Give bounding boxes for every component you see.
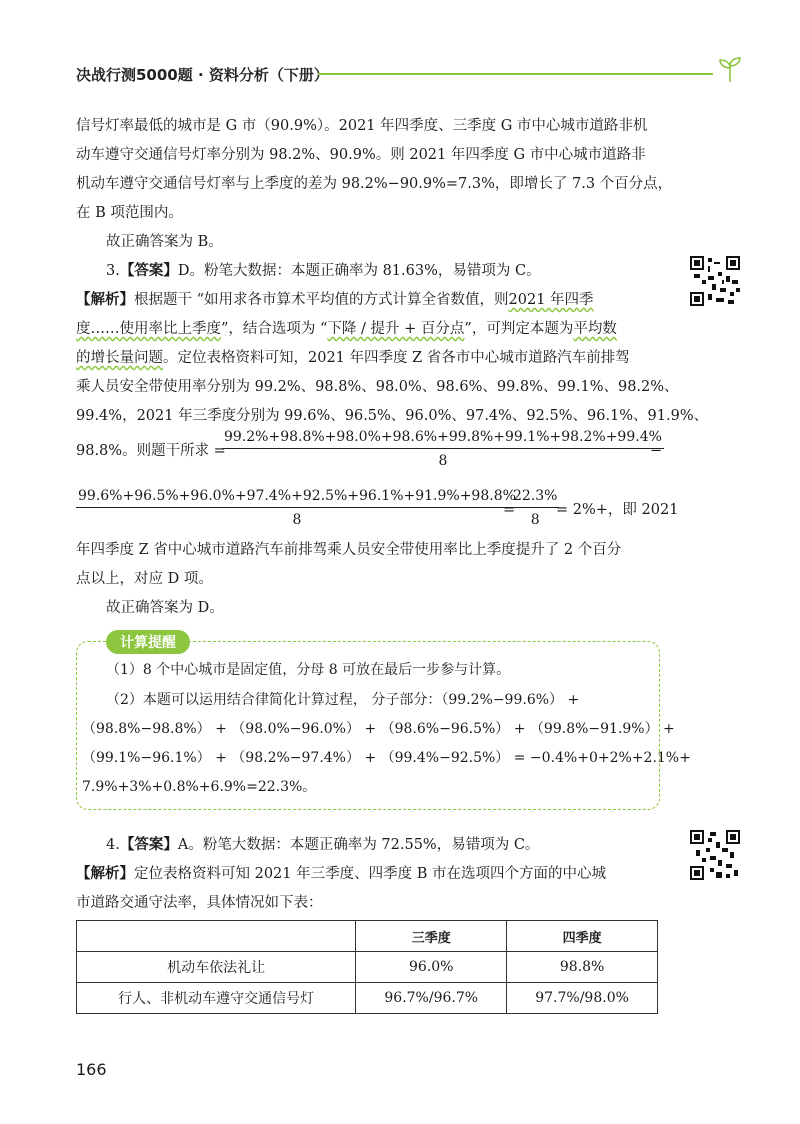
qr-code-icon[interactable] <box>690 830 740 880</box>
table-header-cell: 四季度 <box>507 921 658 952</box>
table-cell: 机动车依法礼让 <box>77 952 356 983</box>
q4-number: 4. <box>106 837 120 853</box>
fraction-denominator: 8 <box>438 453 448 469</box>
table-cell: 96.0% <box>356 952 507 983</box>
q3-number: 3. <box>106 263 120 279</box>
highlighted-text: 2021 年四季 <box>508 292 594 308</box>
sprout-icon <box>712 52 748 88</box>
fraction-denominator: 8 <box>530 512 540 528</box>
q4-answer-line <box>106 835 539 855</box>
tip-line: （98.8%−98.8%） + （98.0%−96.0%） + （98.6%−96.5%） + （99.8%−91.9%） + <box>82 721 675 737</box>
q3-answer-label: 【答案】 <box>119 263 178 279</box>
q3-answer-line <box>106 261 541 281</box>
text-span: 根据题干 “如用求各市算术平均值的方式计算全省数值，则 <box>134 292 509 308</box>
fraction-numerator: 99.2%+98.8%+98.0%+98.6%+99.8%+99.1%+98.2%+99.4% <box>222 429 664 449</box>
q4-answer-label: 【答案】 <box>119 837 178 853</box>
q3-analysis-label: 【解析】 <box>76 292 134 308</box>
fraction-2 <box>76 488 518 528</box>
q4-answer-text: A。粉笔大数据：本题正确率为 72.55%，易错项为 C。 <box>177 837 540 853</box>
header-rule <box>318 73 713 75</box>
text-span: ”，可判定本题为 <box>464 321 574 337</box>
fraction-numerator: 99.6%+96.5%+96.0%+97.4%+92.5%+96.1%+91.9%+98.8% <box>76 488 518 508</box>
text-line: 点以上，对应 D 项。 <box>76 571 213 587</box>
text-line: 信号灯率最低的城市是 G 市（90.9%）。2021 年四季度、三季度 G 市中心城市道路非机 <box>76 118 648 134</box>
text-line: 动车遵守交通信号灯率分别为 98.2%、90.9%。则 2021 年四季度 G 市中心城市道路非 <box>76 147 646 163</box>
table-row <box>77 983 658 1014</box>
text-span: 。定位表格资料可知，2021 年四季度 Z 省各市中心城市道路汽车前排驾 <box>163 350 630 366</box>
tip-line: （1）8 个中心城市是固定值，分母 8 可放在最后一步参与计算。 <box>106 662 511 678</box>
tip-line: （2）本题可以运用结合律简化计算过程， 分子部分：（99.2%−99.6%） + <box>106 692 580 708</box>
tip-line: 7.9%+3%+0.8%+6.9%=22.3%。 <box>82 779 317 795</box>
table-row <box>77 952 658 983</box>
text-line: 机动车遵守交通信号灯率与上季度的差为 98.2%−90.9%=7.3%，即增长了 7.3 个百分点， <box>76 176 673 192</box>
table-cell: 97.7%/98.0% <box>507 983 658 1014</box>
table-header-cell <box>77 921 356 952</box>
highlighted-text: 度……使用率比上季度 <box>76 321 221 337</box>
fraction-1 <box>222 429 664 469</box>
text-line: 市道路交通守法率，具体情况如下表： <box>76 895 323 911</box>
table-cell: 96.7%/96.7% <box>356 983 507 1014</box>
conclusion-line: 故正确答案为 B。 <box>106 234 223 250</box>
q3-analysis-line-1 <box>76 290 594 310</box>
text-line: 年四季度 Z 省中心城市道路汽车前排驾乘人员安全带使用率比上季度提升了 2 个百分 <box>76 542 622 558</box>
highlighted-text: 下降 / 提升 + 百分点 <box>327 321 465 337</box>
text-line: 在 B 项范围内。 <box>76 205 183 221</box>
highlighted-text: 的增长量问题 <box>76 350 163 366</box>
compliance-table <box>76 920 658 1014</box>
highlighted-text: 平均数 <box>573 321 617 337</box>
header-title: 决战行测5000题 · 资料分析（下册） <box>76 66 329 84</box>
text-line: 乘人员安全带使用率分别为 99.2%、98.8%、98.0%、98.6%、99.8%、99.1%、98.2%、 <box>76 379 679 395</box>
text-span: 定位表格资料可知 2021 年三季度、四季度 B 市在选项四个方面的中心城 <box>134 866 606 882</box>
fraction-denominator: 8 <box>292 512 302 528</box>
fraction-numerator: 22.3% <box>511 488 559 508</box>
qr-code-icon[interactable] <box>690 256 740 306</box>
conclusion-line: 故正确答案为 D。 <box>106 600 224 616</box>
fraction-3 <box>511 488 559 528</box>
equals-sign: = <box>503 502 516 518</box>
page-number: 166 <box>76 1060 107 1079</box>
text-span: ”，结合选项为 “ <box>221 321 328 337</box>
q4-analysis-label: 【解析】 <box>76 866 134 882</box>
q4-analysis-line-1 <box>76 864 606 884</box>
q3-analysis-line-2 <box>76 319 617 339</box>
table-header-cell: 三季度 <box>356 921 507 952</box>
table-header-row <box>77 921 658 952</box>
formula-prefix: 98.8%。则题干所求 = <box>76 443 226 459</box>
minus-sign: − <box>650 443 663 459</box>
result-tail: = 2%+，即 2021 <box>556 502 679 518</box>
table-cell: 98.8% <box>507 952 658 983</box>
calc-tip-label: 计算提醒 <box>106 630 190 654</box>
q3-analysis-line-3 <box>76 348 630 368</box>
tip-line: （99.1%−96.1%） + （98.2%−97.4%） + （99.4%−92.5%） = −0.4%+0+2%+2.1%+ <box>82 750 691 766</box>
text-line: 99.4%，2021 年三季度分别为 99.6%、96.5%、96.0%、97.4%、92.5%、96.1%、91.9%、 <box>76 408 709 424</box>
q3-answer-text: D。粉笔大数据：本题正确率为 81.63%，易错项为 C。 <box>177 263 541 279</box>
table-cell: 行人、非机动车遵守交通信号灯 <box>77 983 356 1014</box>
